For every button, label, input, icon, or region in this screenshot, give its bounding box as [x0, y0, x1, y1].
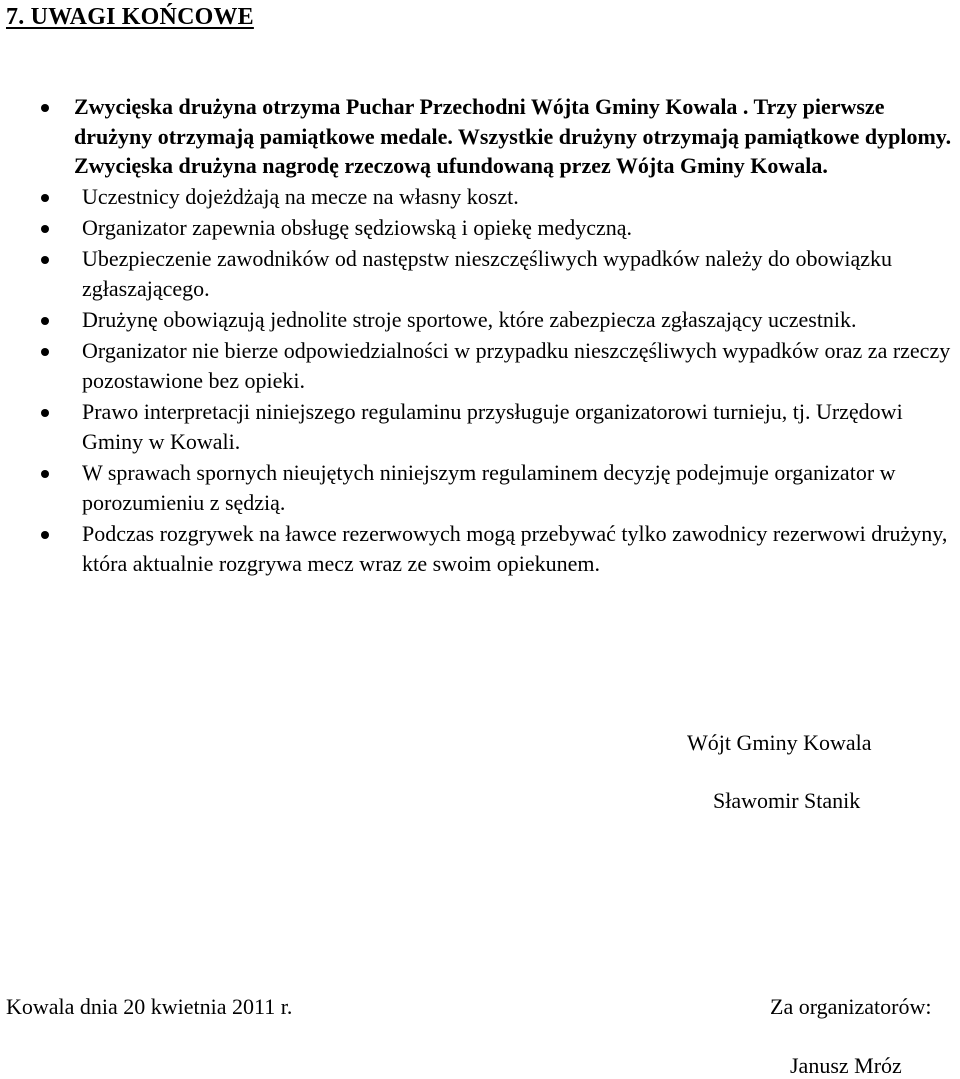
list-item [0, 519, 960, 579]
list-item-text: Organizator zapewnia obsługę sędziowską i opiekę medyczną. [82, 214, 632, 240]
list-item-text: Organizator nie bierze odpowiedzialności w przypadku nieszczęśliwych wypadków oraz za rzeczy pozostawione bez opieki. [82, 337, 951, 393]
list-item [0, 305, 960, 335]
bullet-icon [41, 104, 49, 112]
list-item-text: Podczas rozgrywek na ławce rezerwowych mogą przebywać tylko zawodnicy rezerwowi drużyny, która aktualnie rozgrywa mecz wraz ze swoim opiekunem. [82, 520, 948, 576]
section-heading: 7. UWAGI KOŃCOWE [6, 4, 254, 30]
bullet-icon [41, 256, 49, 264]
list-item-text: Zwycięska drużyna otrzyma Puchar Przechodni Wójta Gminy Kowala . Trzy pierwsze drużyny otrzymają pamiątkowe medale. Wszystkie drużyny otrzymają pamiątkowe dyplomy. Zwycięska drużyna nagrodę rzeczową ufundowaną przez Wójta Gminy Kowala. [74, 94, 952, 178]
list-item-text: Uczestnicy dojeżdżają na mecze na własny koszt. [82, 183, 519, 209]
bullet-icon [41, 225, 49, 233]
list-item [0, 336, 960, 396]
list-item [0, 182, 960, 212]
bullet-icon [41, 531, 49, 539]
list-item-text: Drużynę obowiązują jednolite stroje sportowe, które zabezpiecza zgłaszający uczestnik. [82, 306, 857, 332]
list-item-text: Prawo interpretacji niniejszego regulaminu przysługuje organizatorowi turnieju, tj. Urzędowi Gminy w Kowali. [82, 398, 903, 454]
signature-name: Sławomir Stanik [713, 788, 861, 813]
list-item [0, 458, 960, 518]
organizers-label: Za organizatorów: [770, 994, 932, 1019]
bullet-icon [41, 194, 49, 202]
list-item-text: W sprawach spornych nieujętych niniejszym regulaminem decyzję podejmuje organizator w porozumieniu z sędzią. [82, 459, 896, 515]
list-item-text: Ubezpieczenie zawodników od następstw nieszczęśliwych wypadków należy do obowiązku zgłaszającego. [82, 245, 893, 301]
list-item [0, 244, 960, 304]
list-item [0, 213, 960, 243]
bullet-icon [41, 409, 49, 417]
remarks-list [0, 92, 960, 580]
document-date: Kowala dnia 20 kwietnia 2011 r. [6, 994, 293, 1019]
bullet-icon [41, 348, 49, 356]
bullet-icon [41, 317, 49, 325]
bullet-icon [41, 470, 49, 478]
list-item [0, 397, 960, 457]
organizer-name: Janusz Mróz [790, 1053, 902, 1078]
signature-title: Wójt Gminy Kowala [687, 730, 872, 755]
list-item [0, 92, 960, 181]
